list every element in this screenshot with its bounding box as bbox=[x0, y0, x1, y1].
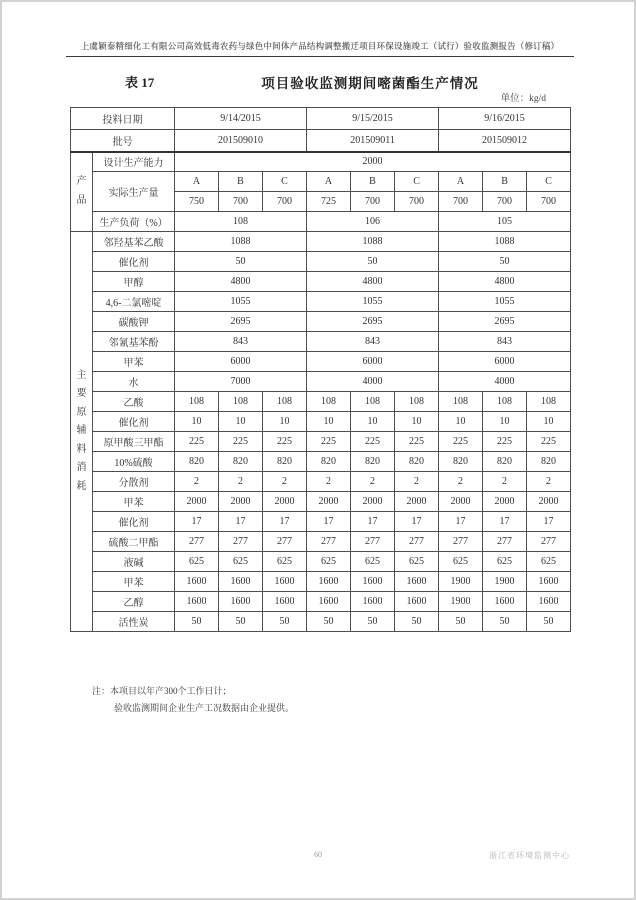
table-cell: 2 bbox=[219, 472, 263, 492]
table-notes bbox=[92, 683, 294, 717]
table-cell: 6000 bbox=[439, 352, 571, 372]
table-cell: 700 bbox=[527, 192, 571, 212]
table-cell: 700 bbox=[219, 192, 263, 212]
table-cell: 843 bbox=[307, 332, 439, 352]
table-cell: 1088 bbox=[175, 232, 307, 252]
table-cell: 1600 bbox=[175, 572, 219, 592]
table-cell: 225 bbox=[351, 432, 395, 452]
table-cell: 277 bbox=[307, 532, 351, 552]
table-cell: 225 bbox=[439, 432, 483, 452]
table-cell: 2000 bbox=[263, 492, 307, 512]
table-cell: 17 bbox=[263, 512, 307, 532]
table-cell: 108 bbox=[439, 392, 483, 412]
table-cell: 625 bbox=[351, 552, 395, 572]
table-cell: 1600 bbox=[351, 572, 395, 592]
table-cell: 10 bbox=[175, 412, 219, 432]
table-cell: 10 bbox=[395, 412, 439, 432]
table-cell: A bbox=[175, 172, 219, 192]
table-cell: 10 bbox=[263, 412, 307, 432]
table-cell: 625 bbox=[263, 552, 307, 572]
table-cell: 625 bbox=[527, 552, 571, 572]
table-cell: 2 bbox=[483, 472, 527, 492]
table-cell: 2000 bbox=[175, 152, 571, 172]
note-line-2: 验收监测期间企业生产工况数据由企业提供。 bbox=[114, 703, 295, 714]
table-cell: 10 bbox=[439, 412, 483, 432]
table-section-label: 产品 bbox=[71, 152, 93, 232]
table-cell: 820 bbox=[527, 452, 571, 472]
table-cell: 277 bbox=[395, 532, 439, 552]
table-cell: 108 bbox=[351, 392, 395, 412]
table-cell: 2000 bbox=[395, 492, 439, 512]
table-cell: 2695 bbox=[439, 312, 571, 332]
table-row-label: 甲苯 bbox=[93, 492, 175, 512]
table-cell: 1055 bbox=[175, 292, 307, 312]
table-cell: 1600 bbox=[527, 592, 571, 612]
table-row-label: 实际生产量 bbox=[93, 172, 175, 212]
table-row-label: 邻氰基苯酚 bbox=[93, 332, 175, 352]
table-row-label: 乙酸 bbox=[93, 392, 175, 412]
table-row-label: 投料日期 bbox=[71, 108, 175, 130]
table-cell: 820 bbox=[219, 452, 263, 472]
table-row-label: 催化剂 bbox=[93, 512, 175, 532]
table-cell: 1600 bbox=[219, 572, 263, 592]
table-cell: 1600 bbox=[307, 572, 351, 592]
table-cell: 2 bbox=[439, 472, 483, 492]
table-cell: 625 bbox=[307, 552, 351, 572]
table-cell: 1600 bbox=[527, 572, 571, 592]
report-header: 上虞颖泰精细化工有限公司高效低毒农药与绿色中间体产品结构调整搬迁项目环保设施竣工（试行）验收监测报告（修订稿） bbox=[66, 40, 574, 57]
table-cell: 625 bbox=[483, 552, 527, 572]
table-cell: 1600 bbox=[263, 572, 307, 592]
table-cell: 820 bbox=[263, 452, 307, 472]
table-cell: B bbox=[483, 172, 527, 192]
table-row-label: 甲苯 bbox=[93, 572, 175, 592]
table-cell: 277 bbox=[351, 532, 395, 552]
table-row-label: 甲苯 bbox=[93, 352, 175, 372]
table-cell: 820 bbox=[351, 452, 395, 472]
table-cell: 2000 bbox=[527, 492, 571, 512]
table-cell: 4000 bbox=[439, 372, 571, 392]
table-number: 表 17 bbox=[125, 75, 155, 90]
table-cell: 108 bbox=[483, 392, 527, 412]
table-cell: 1600 bbox=[175, 592, 219, 612]
page-title: 项目验收监测期间嘧菌酯生产情况 bbox=[261, 76, 479, 91]
table-row-label: 设计生产能力 bbox=[93, 152, 175, 172]
table-cell: 1055 bbox=[307, 292, 439, 312]
table-cell: 625 bbox=[219, 552, 263, 572]
table-cell: 2695 bbox=[175, 312, 307, 332]
table-cell: 2 bbox=[307, 472, 351, 492]
title-row bbox=[70, 72, 570, 92]
table-cell: C bbox=[263, 172, 307, 192]
table-cell: 10 bbox=[483, 412, 527, 432]
table-row-label: 硫酸二甲酯 bbox=[93, 532, 175, 552]
table-cell: 50 bbox=[175, 612, 219, 632]
table-cell: 843 bbox=[175, 332, 307, 352]
table-cell: 2000 bbox=[175, 492, 219, 512]
table-cell: 17 bbox=[527, 512, 571, 532]
table-cell: 225 bbox=[263, 432, 307, 452]
table-cell: 7000 bbox=[175, 372, 307, 392]
table-cell: B bbox=[219, 172, 263, 192]
table-row-label: 催化剂 bbox=[93, 252, 175, 272]
table-cell: 277 bbox=[263, 532, 307, 552]
table-cell: 105 bbox=[439, 212, 571, 232]
table-cell: 225 bbox=[483, 432, 527, 452]
table-cell: 17 bbox=[395, 512, 439, 532]
table-cell: 17 bbox=[219, 512, 263, 532]
table-cell: 50 bbox=[307, 612, 351, 632]
table-cell: A bbox=[307, 172, 351, 192]
table-cell: 277 bbox=[527, 532, 571, 552]
table-cell: 50 bbox=[439, 252, 571, 272]
table-cell: 1055 bbox=[439, 292, 571, 312]
footer-organization: 浙江省环境监测中心 bbox=[489, 851, 570, 860]
table-section-label: 主要原辅料消耗 bbox=[71, 232, 93, 632]
table-row-label: 批号 bbox=[71, 130, 175, 152]
table-cell: 2000 bbox=[351, 492, 395, 512]
table-cell: 50 bbox=[263, 612, 307, 632]
table-cell: 50 bbox=[439, 612, 483, 632]
table-cell: 1088 bbox=[439, 232, 571, 252]
table-cell: 201509011 bbox=[307, 130, 439, 152]
note-line-1: 注：本项目以年产300个工作日计； bbox=[92, 686, 232, 696]
table-cell: 700 bbox=[351, 192, 395, 212]
table-cell: 17 bbox=[439, 512, 483, 532]
table-cell: 50 bbox=[527, 612, 571, 632]
table-cell: 108 bbox=[527, 392, 571, 412]
table-cell: 1900 bbox=[439, 572, 483, 592]
table-cell: 9/16/2015 bbox=[439, 108, 571, 130]
table-cell: 625 bbox=[395, 552, 439, 572]
table-cell: 225 bbox=[175, 432, 219, 452]
table-cell: 108 bbox=[219, 392, 263, 412]
table-cell: 50 bbox=[351, 612, 395, 632]
table-cell: 2000 bbox=[483, 492, 527, 512]
table-row-label: 活性炭 bbox=[93, 612, 175, 632]
table-cell: 700 bbox=[395, 192, 439, 212]
table-cell: 820 bbox=[175, 452, 219, 472]
table-cell: 2000 bbox=[219, 492, 263, 512]
table-cell: 2695 bbox=[307, 312, 439, 332]
table-cell: B bbox=[351, 172, 395, 192]
table-cell: 50 bbox=[483, 612, 527, 632]
table-cell: 225 bbox=[219, 432, 263, 452]
table-cell: 1600 bbox=[263, 592, 307, 612]
table-cell: 820 bbox=[483, 452, 527, 472]
table-cell: 2000 bbox=[307, 492, 351, 512]
table-cell: 1600 bbox=[307, 592, 351, 612]
table-cell: 4800 bbox=[175, 272, 307, 292]
table-cell: 9/14/2015 bbox=[175, 108, 307, 130]
table-cell: 17 bbox=[483, 512, 527, 532]
table-cell: 6000 bbox=[175, 352, 307, 372]
table-row-label: 液碱 bbox=[93, 552, 175, 572]
table-row-label: 4,6-二氯嘧啶 bbox=[93, 292, 175, 312]
table-cell: 1900 bbox=[439, 592, 483, 612]
table-row-label: 邻羟基苯乙酸 bbox=[93, 232, 175, 252]
table-cell: 820 bbox=[395, 452, 439, 472]
table-cell: 17 bbox=[351, 512, 395, 532]
table-cell: 700 bbox=[483, 192, 527, 212]
table-cell: 625 bbox=[439, 552, 483, 572]
table-cell: 225 bbox=[395, 432, 439, 452]
table-row-label: 甲醇 bbox=[93, 272, 175, 292]
table-cell: 108 bbox=[395, 392, 439, 412]
table-cell: 10 bbox=[351, 412, 395, 432]
table-row-label: 乙醇 bbox=[93, 592, 175, 612]
table-row-label: 生产负荷（%） bbox=[93, 212, 175, 232]
table-cell: 225 bbox=[307, 432, 351, 452]
table-cell: 1900 bbox=[483, 572, 527, 592]
table-cell: 10 bbox=[307, 412, 351, 432]
table-cell: 17 bbox=[307, 512, 351, 532]
table-cell: 4800 bbox=[307, 272, 439, 292]
table-cell: 277 bbox=[439, 532, 483, 552]
table-cell: 2000 bbox=[439, 492, 483, 512]
table-cell: 50 bbox=[219, 612, 263, 632]
table-cell: C bbox=[395, 172, 439, 192]
production-table-body bbox=[71, 108, 571, 632]
table-cell: 1600 bbox=[351, 592, 395, 612]
table-cell: 50 bbox=[175, 252, 307, 272]
table-row-label: 原甲酸三甲酯 bbox=[93, 432, 175, 452]
table-row-label: 分散剂 bbox=[93, 472, 175, 492]
table-cell: 2 bbox=[395, 472, 439, 492]
table-cell: 108 bbox=[175, 392, 219, 412]
table-row-label: 碳酸钾 bbox=[93, 312, 175, 332]
table-cell: 2 bbox=[351, 472, 395, 492]
table-row-label: 催化剂 bbox=[93, 412, 175, 432]
table-cell: 843 bbox=[439, 332, 571, 352]
table-cell: 10 bbox=[527, 412, 571, 432]
table-row-label: 10%硫酸 bbox=[93, 452, 175, 472]
table-cell: 108 bbox=[175, 212, 307, 232]
table-cell: C bbox=[527, 172, 571, 192]
table-cell: 1600 bbox=[219, 592, 263, 612]
production-table bbox=[70, 107, 571, 632]
table-row-label: 水 bbox=[93, 372, 175, 392]
table-cell: 2 bbox=[263, 472, 307, 492]
table-cell: 700 bbox=[263, 192, 307, 212]
table-cell: 4800 bbox=[439, 272, 571, 292]
table-cell: 1600 bbox=[483, 592, 527, 612]
table-cell: 277 bbox=[219, 532, 263, 552]
table-cell: 108 bbox=[263, 392, 307, 412]
table-cell: 725 bbox=[307, 192, 351, 212]
table-cell: 10 bbox=[219, 412, 263, 432]
table-cell: 201509012 bbox=[439, 130, 571, 152]
table-cell: 1600 bbox=[395, 572, 439, 592]
table-cell: 50 bbox=[307, 252, 439, 272]
table-cell: 17 bbox=[175, 512, 219, 532]
page-number: 60 bbox=[314, 850, 322, 859]
table-cell: 106 bbox=[307, 212, 439, 232]
table-cell: A bbox=[439, 172, 483, 192]
table-cell: 1600 bbox=[395, 592, 439, 612]
table-cell: 2 bbox=[527, 472, 571, 492]
table-cell: 4000 bbox=[307, 372, 439, 392]
table-cell: 6000 bbox=[307, 352, 439, 372]
table-cell: 750 bbox=[175, 192, 219, 212]
table-cell: 201509010 bbox=[175, 130, 307, 152]
table-cell: 625 bbox=[175, 552, 219, 572]
table-cell: 277 bbox=[175, 532, 219, 552]
table-cell: 9/15/2015 bbox=[307, 108, 439, 130]
table-cell: 820 bbox=[307, 452, 351, 472]
table-cell: 50 bbox=[395, 612, 439, 632]
table-cell: 108 bbox=[307, 392, 351, 412]
table-cell: 2 bbox=[175, 472, 219, 492]
unit-label: 单位：kg/d bbox=[500, 94, 546, 104]
table-cell: 277 bbox=[483, 532, 527, 552]
table-cell: 225 bbox=[527, 432, 571, 452]
table-cell: 700 bbox=[439, 192, 483, 212]
table-cell: 1088 bbox=[307, 232, 439, 252]
table-cell: 820 bbox=[439, 452, 483, 472]
